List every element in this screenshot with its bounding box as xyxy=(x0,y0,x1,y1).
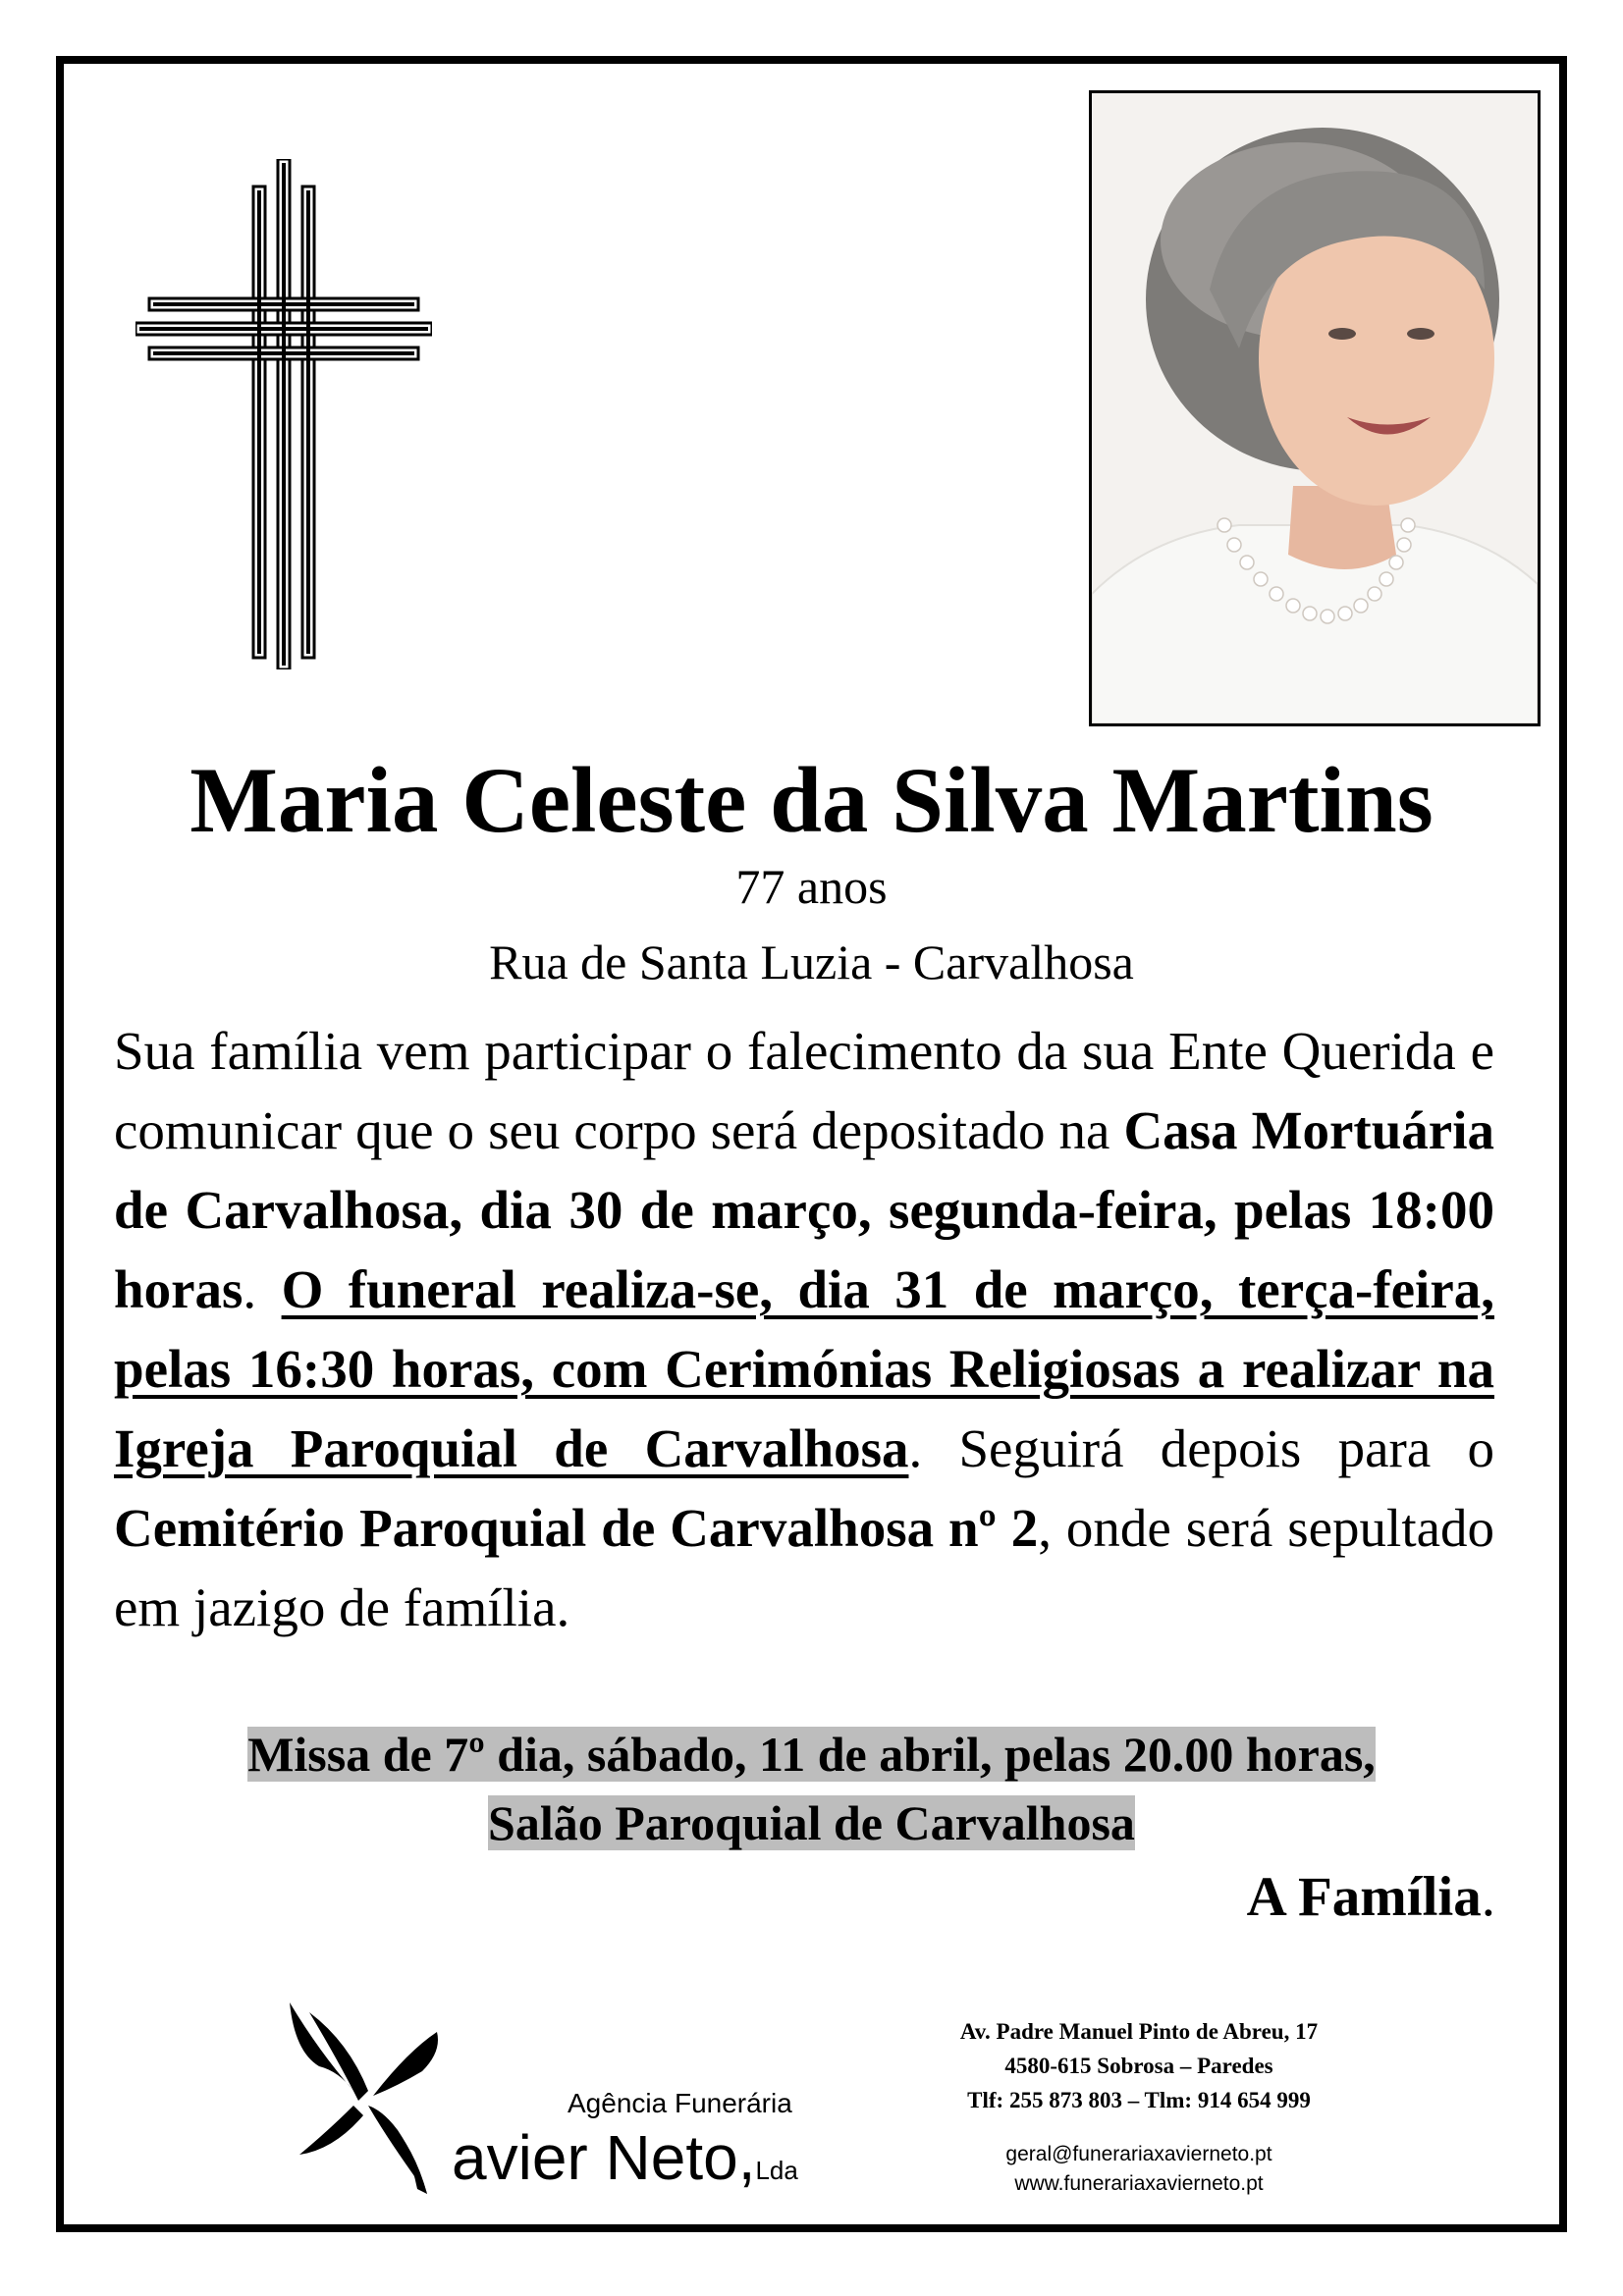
mass-line-2: Salão Paroquial de Carvalhosa xyxy=(488,1795,1135,1850)
mass-info xyxy=(59,1720,1564,1857)
deceased-name: Maria Celeste da Silva Martins xyxy=(189,748,1434,852)
agency-suffix: Lda xyxy=(755,2156,798,2185)
announcement-separator: . xyxy=(243,1259,282,1319)
agency-contact xyxy=(884,2014,1394,2117)
deceased-address: Rua de Santa Luzia - Carvalhosa xyxy=(489,934,1134,989)
wake-details: Casa Mortuária de Carvalhosa, dia 30 de março, segunda-feira, pelas 18:00 horas xyxy=(114,1100,1494,1319)
announcement-transition: . Seguirá depois para o xyxy=(908,1418,1494,1478)
agency-name-text: avier Neto, xyxy=(452,2122,756,2193)
announcement-intro: Sua família vem participar o falecimento da sua Ente Querida e comunicar que o seu corpo será depositado na xyxy=(114,1021,1494,1160)
announcement-text xyxy=(114,1011,1494,1647)
signature-dot: . xyxy=(1481,1866,1495,1928)
signature-text: A Família xyxy=(1246,1866,1482,1928)
funeral-details: O funeral realiza-se, dia 31 de março, terça-feira, pelas 16:30 horas, com Cerimónias Religiosas a realizar na Igreja Paroquial de Carvalhosa xyxy=(114,1259,1494,1478)
website-link[interactable]: www.funerariaxavierneto.pt xyxy=(1014,2172,1264,2195)
x-logo-icon xyxy=(280,1993,447,2199)
address-line-1: Av. Padre Manuel Pinto de Abreu, 17 xyxy=(959,2019,1319,2044)
portrait-photo xyxy=(1089,90,1541,726)
cross-icon xyxy=(135,159,432,669)
agency-name xyxy=(452,2120,798,2208)
announcement-closing: , onde será sepultado em jazigo de família. xyxy=(114,1498,1495,1637)
family-signature xyxy=(1247,1863,1495,1932)
phone-numbers: Tlf: 255 873 803 – Tlm: 914 654 999 xyxy=(967,2088,1311,2112)
mass-line-1: Missa de 7º dia, sábado, 11 de abril, pelas 20.00 horas, xyxy=(247,1727,1376,1782)
agency-online xyxy=(884,2140,1394,2199)
agency-subtitle: Agência Funerária xyxy=(568,2088,792,2118)
deceased-age: 77 anos xyxy=(735,859,888,914)
cemetery-name: Cemitério Paroquial de Carvalhosa nº 2 xyxy=(114,1498,1039,1558)
address-line-2: 4580-615 Sobrosa – Paredes xyxy=(1004,2054,1273,2078)
email-link[interactable]: geral@funerariaxavierneto.pt xyxy=(1005,2143,1272,2165)
